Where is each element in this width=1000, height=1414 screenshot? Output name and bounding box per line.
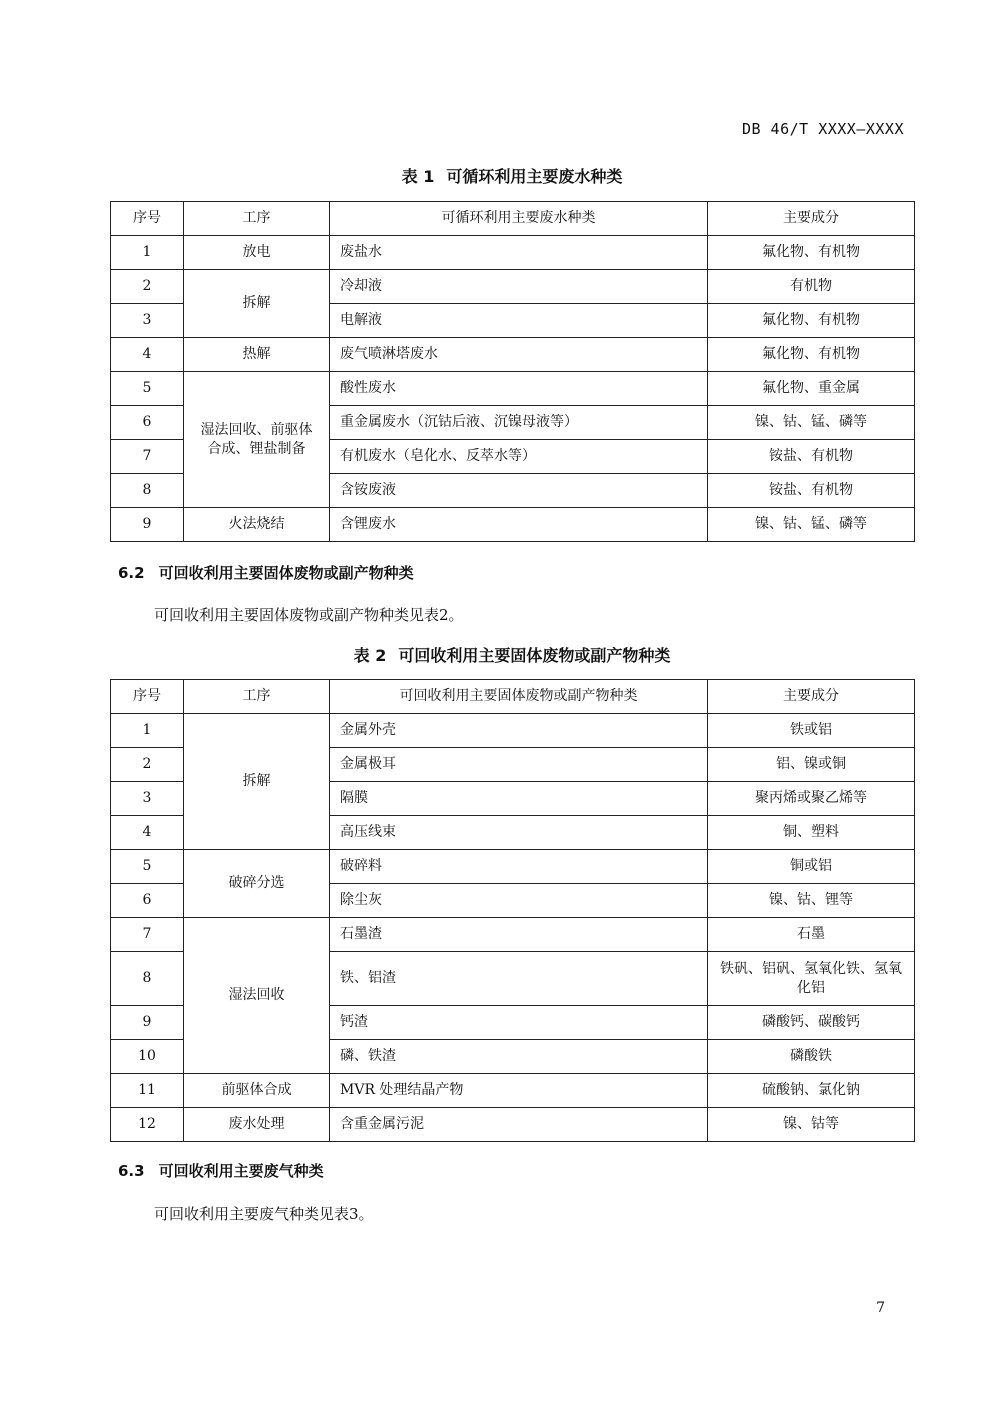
document-code: DB 46/T XXXX—XXXX [741,120,904,138]
table-row [111,236,915,270]
table-row [111,508,915,542]
composition-cell: 铵盐、有机物 [708,474,915,508]
row-number: 1 [111,236,184,270]
table-row [111,372,915,406]
process-cell: 火法烧结 [184,508,330,542]
waste-type-cell: 金属极耳 [330,748,708,782]
section-6-3-body: 可回收利用主要废气种类见表3。 [154,1205,374,1223]
row-number: 9 [111,1006,184,1040]
waste-type-cell: 金属外壳 [330,714,708,748]
row-number: 4 [111,816,184,850]
table2-header-composition: 主要成分 [708,680,915,714]
page-number: 7 [876,1300,885,1316]
table1-caption-title: 可循环利用主要废水种类 [446,167,623,186]
table1-header-no: 序号 [111,202,184,236]
section-6-3-heading [118,1160,324,1181]
table2-caption [110,643,914,666]
composition-cell: 铜或铝 [708,850,915,884]
waste-type-cell: MVR 处理结晶产物 [330,1074,708,1108]
composition-cell: 铝、镍或铜 [708,748,915,782]
process-cell: 拆解 [184,270,330,338]
row-number: 1 [111,714,184,748]
section-6-2-heading [118,562,414,583]
waste-type-cell: 含重金属污泥 [330,1108,708,1142]
waste-type-cell: 破碎料 [330,850,708,884]
table1-header-process: 工序 [184,202,330,236]
composition-cell: 铁矾、铝矾、氢氧化铁、氢氧化铝 [708,952,915,1006]
composition-cell: 镍、钴、锰、磷等 [708,508,915,542]
process-cell: 拆解 [184,714,330,850]
composition-cell: 铵盐、有机物 [708,440,915,474]
table-row [111,918,915,952]
table2-header-type: 可回收利用主要固体废物或副产物种类 [330,680,708,714]
process-cell: 破碎分选 [184,850,330,918]
waste-type-cell: 磷、铁渣 [330,1040,708,1074]
composition-cell: 氟化物、有机物 [708,338,915,372]
composition-cell: 镍、钴、锰、磷等 [708,406,915,440]
table-row [111,1074,915,1108]
composition-cell: 铁或铝 [708,714,915,748]
table2 [110,679,915,1142]
waste-type-cell: 含锂废水 [330,508,708,542]
waste-type-cell: 含铵废液 [330,474,708,508]
table2-caption-title: 可回收利用主要固体废物或副产物种类 [398,646,671,665]
row-number: 2 [111,270,184,304]
table1-caption-number: 表 1 [401,167,435,186]
composition-cell: 聚丙烯或聚乙烯等 [708,782,915,816]
composition-cell: 有机物 [708,270,915,304]
row-number: 2 [111,748,184,782]
row-number: 7 [111,440,184,474]
process-cell: 热解 [184,338,330,372]
section-6-3-number: 6.3 [118,1162,145,1180]
waste-type-cell: 重金属废水（沉钴后液、沉镍母液等） [330,406,708,440]
row-number: 11 [111,1074,184,1108]
row-number: 9 [111,508,184,542]
section-6-2-body: 可回收利用主要固体废物或副产物种类见表2。 [154,606,464,624]
table-row [111,338,915,372]
composition-cell: 磷酸钙、碳酸钙 [708,1006,915,1040]
section-6-3-title: 可回收利用主要废气种类 [158,1162,324,1180]
process-cell: 废水处理 [184,1108,330,1142]
composition-cell: 氟化物、有机物 [708,304,915,338]
row-number: 6 [111,406,184,440]
process-cell: 放电 [184,236,330,270]
row-number: 12 [111,1108,184,1142]
composition-cell: 镍、钴等 [708,1108,915,1142]
composition-cell: 石墨 [708,918,915,952]
table2-header-row [111,680,915,714]
table1-header-row [111,202,915,236]
composition-cell: 氟化物、重金属 [708,372,915,406]
row-number: 7 [111,918,184,952]
row-number: 5 [111,372,184,406]
composition-cell: 镍、钴、锂等 [708,884,915,918]
table-row [111,714,915,748]
row-number: 3 [111,782,184,816]
composition-cell: 氟化物、有机物 [708,236,915,270]
table1-header-composition: 主要成分 [708,202,915,236]
composition-cell: 铜、塑料 [708,816,915,850]
table1-caption [110,164,914,187]
row-number: 4 [111,338,184,372]
waste-type-cell: 石墨渣 [330,918,708,952]
table1-header-type: 可循环利用主要废水种类 [330,202,708,236]
waste-type-cell: 电解液 [330,304,708,338]
waste-type-cell: 酸性废水 [330,372,708,406]
table-row [111,270,915,304]
process-cell: 前驱体合成 [184,1074,330,1108]
table1 [110,201,915,542]
process-cell: 湿法回收 [184,918,330,1074]
table2-caption-number: 表 2 [353,646,387,665]
table2-header-no: 序号 [111,680,184,714]
section-6-2-number: 6.2 [118,564,145,582]
waste-type-cell: 铁、铝渣 [330,952,708,1006]
row-number: 5 [111,850,184,884]
waste-type-cell: 高压线束 [330,816,708,850]
waste-type-cell: 钙渣 [330,1006,708,1040]
waste-type-cell: 废盐水 [330,236,708,270]
row-number: 10 [111,1040,184,1074]
waste-type-cell: 有机废水（皂化水、反萃水等） [330,440,708,474]
section-6-2-title: 可回收利用主要固体废物或副产物种类 [158,564,414,582]
waste-type-cell: 废气喷淋塔废水 [330,338,708,372]
table-row [111,850,915,884]
waste-type-cell: 冷却液 [330,270,708,304]
composition-cell: 硫酸钠、氯化钠 [708,1074,915,1108]
row-number: 8 [111,474,184,508]
row-number: 8 [111,952,184,1006]
table2-header-process: 工序 [184,680,330,714]
row-number: 6 [111,884,184,918]
table-row [111,1108,915,1142]
waste-type-cell: 隔膜 [330,782,708,816]
row-number: 3 [111,304,184,338]
composition-cell: 磷酸铁 [708,1040,915,1074]
waste-type-cell: 除尘灰 [330,884,708,918]
process-cell: 湿法回收、前驱体合成、锂盐制备 [184,372,330,508]
